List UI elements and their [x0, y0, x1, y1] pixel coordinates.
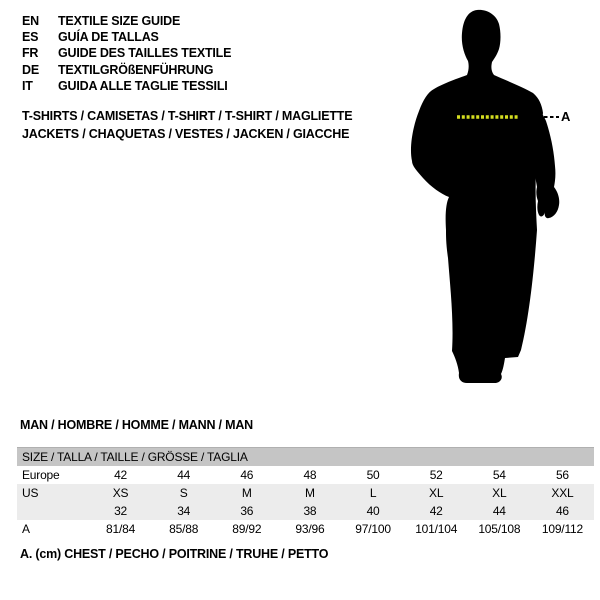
table-cell: S [179, 486, 188, 500]
table-cell: L [369, 486, 377, 500]
table-cell: 50 [366, 468, 380, 482]
table-cell: 93/96 [295, 522, 325, 536]
category-line-tshirts: T-SHIRTS / CAMISETAS / T-SHIRT / T-SHIRT / MAGLIETTE [22, 109, 353, 123]
table-cell: 40 [366, 504, 380, 518]
table-cell: XL [492, 486, 507, 500]
size-table [17, 447, 594, 538]
language-code: IT [22, 78, 33, 93]
language-label: GUIDE DES TAILLES TEXTILE [58, 46, 232, 61]
table-cell: 101/104 [415, 522, 458, 536]
table-cell: 54 [492, 468, 506, 482]
table-row-us [17, 484, 594, 502]
table-cell: 36 [240, 504, 254, 518]
measure-label-a: A [561, 109, 571, 124]
language-code: ES [22, 30, 39, 45]
language-legend [22, 13, 231, 94]
language-row-en [22, 13, 231, 29]
language-code: FR [22, 46, 39, 61]
language-label: GUIDA ALLE TAGLIE TESSILI [58, 78, 228, 93]
table-row-label: Europe [22, 468, 60, 482]
language-label: GUÍA DE TALLAS [58, 30, 159, 45]
table-cell: M [305, 486, 315, 500]
table-cell: 81/84 [106, 522, 136, 536]
table-cell: 42 [429, 504, 443, 518]
table-cell: 38 [303, 504, 317, 518]
size-table-header [17, 447, 594, 466]
table-cell: 46 [240, 468, 254, 482]
table-cell: 44 [492, 504, 506, 518]
table-cell: 56 [555, 468, 569, 482]
table-row-chest-a [17, 520, 594, 538]
table-cell: XS [112, 486, 129, 500]
size-table-header-label: SIZE / TALLA / TAILLE / GRÖSSE / TAGLIA [22, 450, 248, 464]
table-cell: 34 [177, 504, 191, 518]
table-cell: 46 [555, 504, 569, 518]
table-cell: 48 [303, 468, 317, 482]
table-cell: XXL [551, 486, 574, 500]
man-silhouette [405, 5, 570, 390]
table-cell: 44 [177, 468, 191, 482]
language-row-it [22, 78, 231, 94]
table-row-label: US [22, 486, 39, 500]
table-cell: M [241, 486, 252, 500]
language-code: EN [22, 14, 39, 29]
table-cell: XL [429, 486, 444, 500]
table-row-label: A [22, 522, 30, 536]
table-row-numeric [17, 502, 594, 520]
table-row-europe [17, 466, 594, 484]
table-cell: 52 [429, 468, 443, 482]
language-row-de [22, 62, 231, 78]
language-label: TEXTILE SIZE GUIDE [58, 14, 181, 29]
garment-categories [22, 109, 352, 144]
category-line-jackets: JACKETS / CHAQUETAS / VESTES / JACKEN / GIACCHE [22, 126, 350, 141]
table-cell: 32 [114, 504, 128, 518]
table-cell: 85/88 [169, 522, 199, 536]
language-row-fr [22, 45, 231, 61]
table-cell: 97/100 [355, 522, 391, 536]
language-row-es [22, 29, 231, 45]
table-cell: 42 [114, 468, 128, 482]
table-cell: 105/108 [478, 522, 521, 536]
table-cell: 89/92 [232, 522, 262, 536]
gender-label: MAN / HOMBRE / HOMME / MANN / MAN [20, 418, 253, 432]
man-body-shape [411, 10, 543, 383]
language-label: TEXTILGRÖßENFÜHRUNG [58, 62, 214, 77]
language-code: DE [22, 62, 39, 77]
measurement-footnote: A. (cm) CHEST / PECHO / POITRINE / TRUHE / PETTO [20, 547, 329, 561]
table-cell: 109/112 [541, 522, 583, 536]
